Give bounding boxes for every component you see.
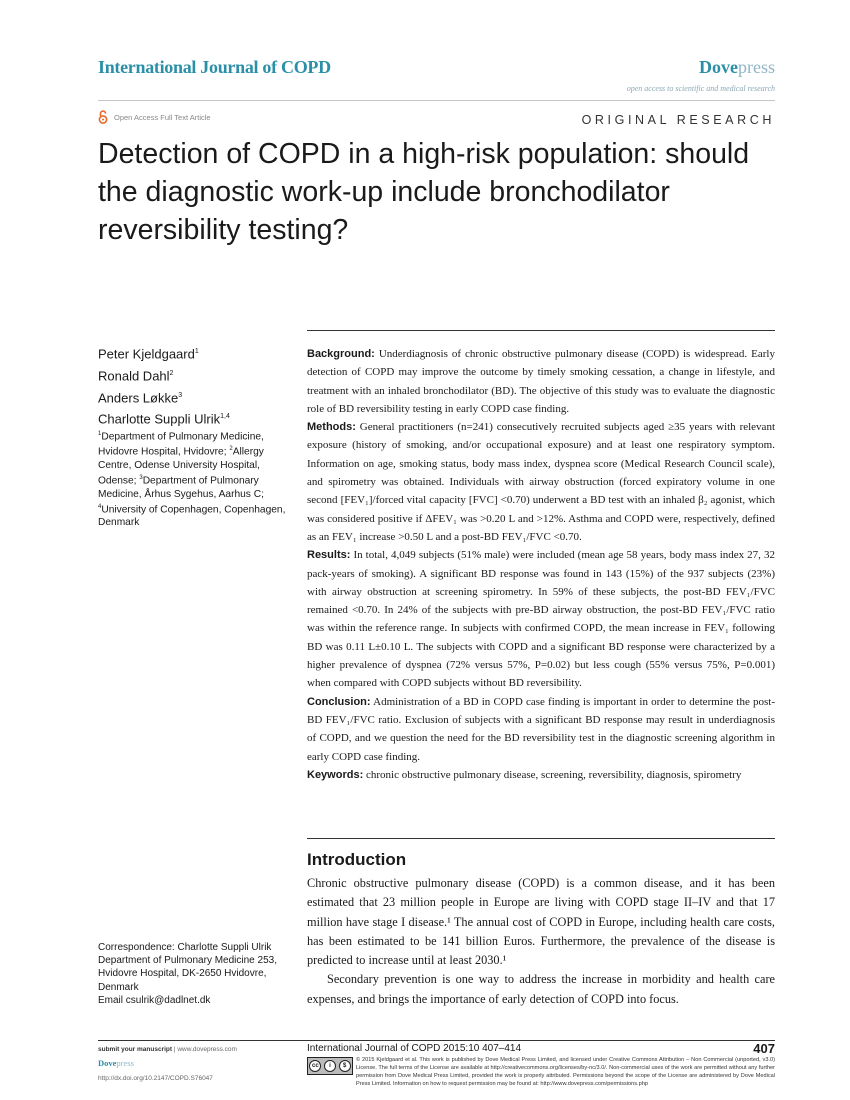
open-access-text: Open Access Full Text Article [114,112,211,122]
affiliation-text: Department of Pulmonary Medicine, Århus Sygehus, Aarhus C; [98,475,264,500]
publisher-logo[interactable] [699,57,775,78]
by-icon: i [324,1060,336,1072]
author-item: Charlotte Suppli Ulrik$^{1,4}$ [98,411,230,427]
author-list [98,342,293,429]
open-access-label [98,110,211,124]
open-access-lock-icon [98,110,108,124]
page-number: 407 [753,1041,775,1056]
author-item: Peter Kjeldgaard$^1$ [98,346,199,362]
cc-icon: cc [309,1060,321,1072]
publisher-brand-suffix: press [738,57,775,77]
affiliation-text: Allergy Centre, Odense University Hospital, Odense; [98,446,264,487]
submit-manuscript-link[interactable]: submit your manuscript | www.dovepress.com [98,1046,237,1053]
affiliation-text: Department of Pulmonary Medicine, Hvidovre Hospital, Hvidovre; [98,431,264,458]
affiliation-text: University of Copenhagen, Copenhagen, Denmark [98,504,286,529]
correspondence-email[interactable]: Email csulrik@dadlnet.dk [98,994,211,1006]
header-divider [98,100,775,101]
abstract [307,345,775,784]
introduction-paragraph: Chronic obstructive pulmonary disease (COPD) is a common disease, and it has been estimated that 23 million people in Europe are living with COPD stage II–IV and that 17 million have stage I disease.¹ The annual cost of COPD in Europe, including health care costs, has been estimated to be 141 billion Euros. Furthermore, the prevalence of the disease is predicted to increase until at least 2030.¹ [307,876,775,968]
publisher-brand: Dove [699,57,738,77]
article-title: Detection of COPD in a high-risk population: should the diagnostic work-up include bronchodilator reversibility testing? [98,138,750,246]
author-item: Anders Løkke$^3$ [98,389,183,405]
creative-commons-badge[interactable] [307,1057,353,1075]
citation: International Journal of COPD 2015:10 407–414 [307,1043,522,1054]
affiliations: $^1$Department of Pulmonary Medicine, Hvidovre Hospital, Hvidovre; $^2$Allergy Centre, Odense University Hospital, Odense; $^3$Department of Pulmonary Medicine, Århus Sygehus, Aarhus C; $^4$University of Copenhagen, Copenhagen, Denmark [98,431,286,529]
abstract-results: Results: In total, 4,049 subjects (51% male) were included (mean age 58 years, body mass index 27, 32 pack-years of smoking). A significant BD response was found in 143 (15%) of the 937 subjects (23%) with airway obstruction at screening spirometry. In 59% of these subjects, the post-BD FEV₁/FVC remained <0.70. In 24% of the subjects with pre-BD airway obstruction, the post-BD FEV₁/FVC ratio was within the reference range. In subjects with confirmed COPD, the mean increase in FEV₁ following BD was 0.11 L±0.10 L. The subjects with COPD and a significant BD response were characterized by a higher prevalence of dyspnea (72% versus 57%, P=0.02) but less cough (55% versus 75%, P=0.001) when compared with COPD subjects without BD reversibility. [307,549,775,690]
abstract-top-rule [307,330,775,331]
article-type: ORIGINAL RESEARCH [581,113,775,127]
introduction-heading: Introduction [307,850,407,869]
nc-icon: $ [339,1060,351,1072]
correspondence: Correspondence: Charlotte Suppli Ulrik Department of Pulmonary Medicine 253, Hvidovre Hospital, DK-2650 Hvidovre, Denmark Email csulrik@dadlnet.dk [98,941,298,1007]
abstract-bottom-rule [307,838,775,839]
abstract-methods: Methods: General practitioners (n=241) consecutively recruited subjects aged ≥35 years with relevant exposure (history of smoking, and/or occupational exposure) and at least one respiratory symptom. Information on age, smoking status, body mass index, dyspnea score (Medical Research Council scale), and spirometry was obtained. Individuals with airway obstruction (forced expiratory volume in one second [FEV₁]/forced vital capacity [FVC] <0.70) underwent a BD test with an inhaled β₂ agonist, which was considered positive if ΔFEV₁ was >0.20 L and >12%. Asthma and COPD were, respectively, defined as an FEV₁ increase >0.50 L and a post-BD FEV₁/FVC <0.70. [307,421,775,543]
journal-name: International Journal of COPD [98,57,331,77]
abstract-keywords: Keywords: chronic obstructive pulmonary disease, screening, reversibility, diagnosis, spirometry [307,768,742,781]
abstract-conclusion: Conclusion: Administration of a BD in COPD case finding is important in order to determine the post-BD FEV₁/FVC ratio. Exclusion of subjects with a significant BD response may result in underdiagnosis of COPD, and we question the need for the BD reversibility test in the diagnostic screening algorithm in early COPD case finding. [307,695,775,763]
introduction-paragraph: Secondary prevention is one way to address the increase in morbidity and health care expenses, and brings the importance of early detection of COPD into focus. [307,972,775,1006]
footer-divider [98,1040,775,1041]
footer-publisher-logo[interactable]: Dovepress [98,1058,134,1068]
publisher-tagline: open access to scientific and medical research [626,84,775,93]
license-text: © 2015 Kjeldgaard et al. This work is published by Dove Medical Press Limited, and licensed under Creative Commons Attribution – Non Commercial (unported, v3.0) License. The full terms of the License are available at http://creativecommons.org/licenses/by-nc/3.0/. Non-commercial uses of the work are permitted without any further permission from Dove Medical Press Limited, provided the work is properly attributed. Permissions beyond the scope of the License are administered by Dove Medical Press Limited. Information on how to request permission may be found at: http://www.dovepress.com/permissions.php [356,1057,775,1088]
abstract-background: Background: Underdiagnosis of chronic obstructive pulmonary disease (COPD) is widespread. Early detection of COPD may improve the outcome by timely smoking cessation, a change in lifestyle, and treatment with an inhaled bronchodilator (BD). The objective of this study was to evaluate the diagnostic role of BD reversibility testing in early COPD case finding. [307,348,775,415]
introduction-body [307,874,775,1009]
doi-link[interactable]: http://dx.doi.org/10.2147/COPD.S76047 [98,1075,213,1082]
author-item: Ronald Dahl$^2$ [98,368,174,384]
